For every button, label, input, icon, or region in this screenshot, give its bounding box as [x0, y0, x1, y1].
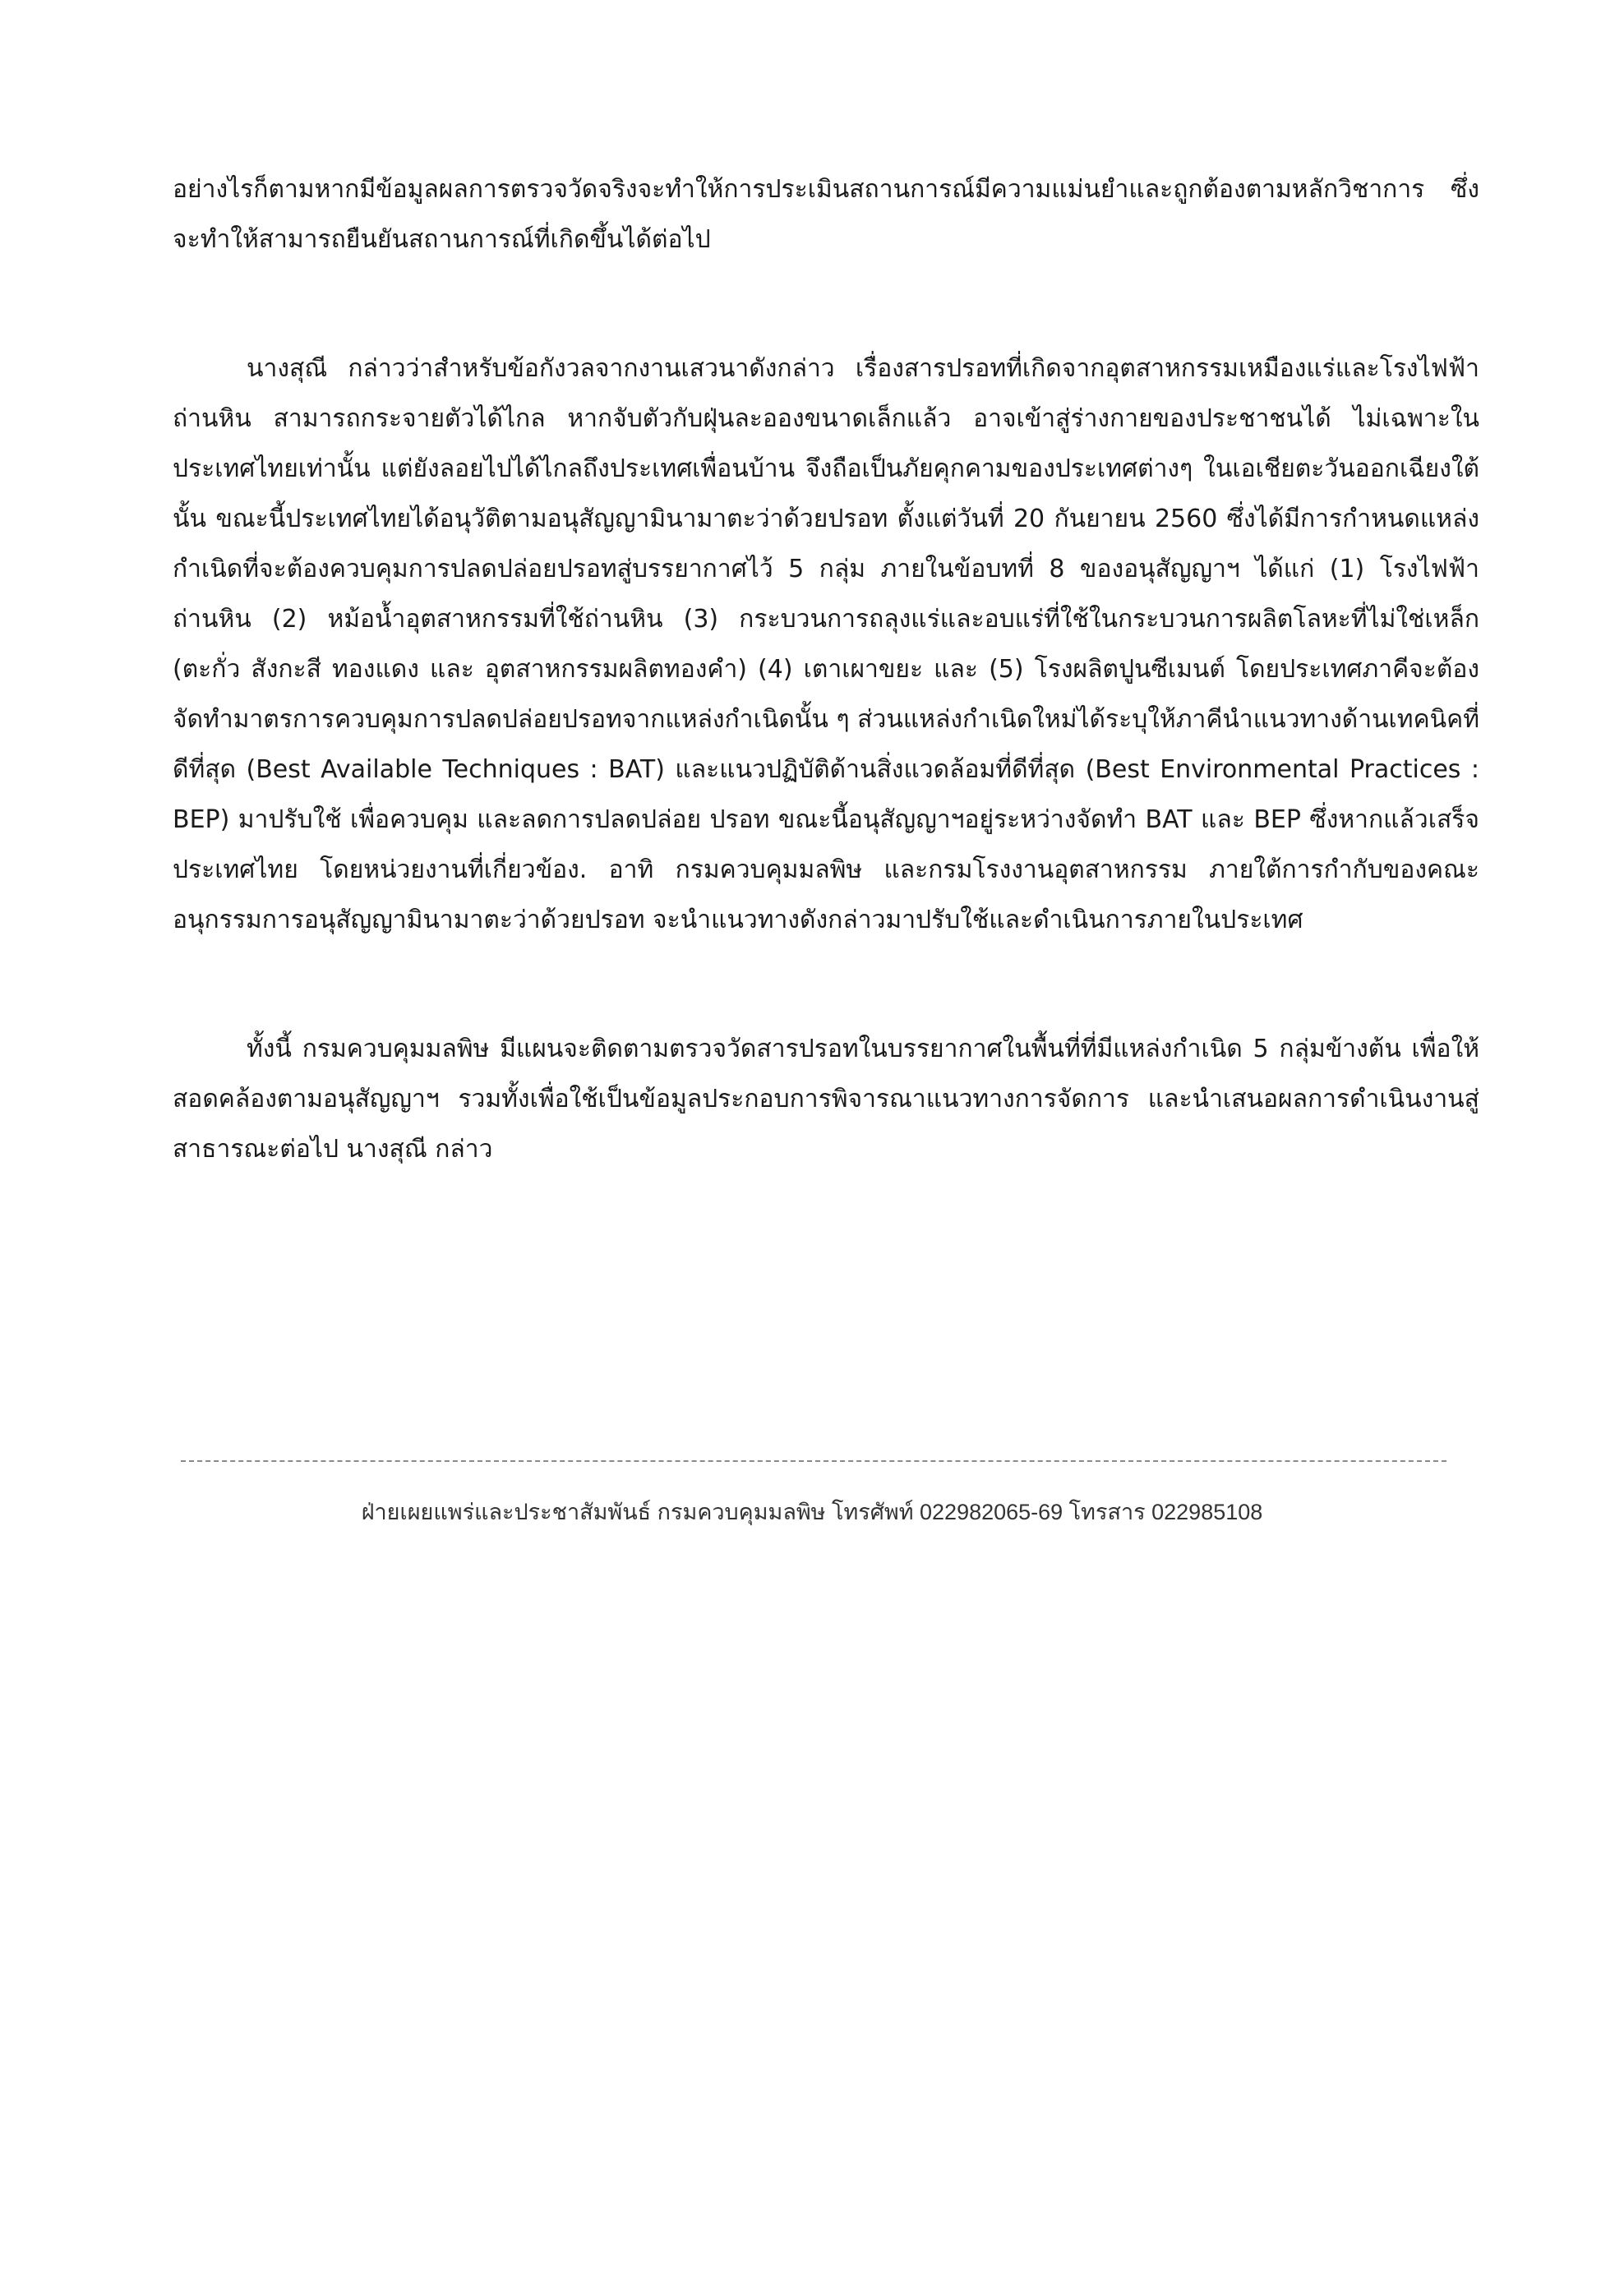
paragraph-intro: อย่างไรก็ตามหากมีข้อมูลผลการตรวจวัดจริงจะทำให้การประเมินสถานการณ์มีความแม่นยำและถูกต้องตามหลักวิชาการ ซึ่งจะทำให้สามารถยืนยันสถานการณ์ที่เกิดขึ้นได้ต่อไป [173, 175, 1479, 254]
footer-separator [181, 1460, 1446, 1462]
paragraph-monitoring-plan: ทั้งนี้ กรมควบคุมมลพิษ มีแผนจะติดตามตรวจวัดสารปรอทในบรรยากาศในพื้นที่ที่มีแหล่งกำเนิด 5 กลุ่มข้างต้น เพื่อให้สอดคล้องตามอนุสัญญาฯ รวมทั้งเพื่อใช้เป็นข้อมูลประกอบการพิจารณาแนวทางการจัดการ และนำเสนอผลการดำเนินงานสู่สาธารณะต่อไป นางสุณี กล่าว [173, 1035, 1479, 1164]
paragraph-mercury-concerns: นางสุณี กล่าวว่าสำหรับข้อกังวลจากงานเสวนาดังกล่าว เรื่องสารปรอทที่เกิดจากอุตสาหกรรมเหมืองแร่และโรงไฟฟ้าถ่านหิน สามารถกระจายตัวได้ไกล หากจับตัวกับฝุ่นละอองขนาดเล็กแล้ว อาจเข้าสู่ร่างกายของประชาชนได้ ไม่เฉพาะในประเทศไทยเท่านั้น แต่ยังลอยไปได้ไกลถึงประเทศเพื่อนบ้าน จึงถือเป็นภัยคุกคามของประเทศต่างๆ ในเอเชียตะวันออกเฉียงใต้ นั้น ขณะนี้ประเทศไทยได้อนุวัติตามอนุสัญญามินามาตะว่าด้วยปรอท ตั้งแต่วันที่ 20 กันยายน 2560 ซึ่งได้มีการกำหนดแหล่งกำเนิดที่จะต้องควบคุมการปลดปล่อยปรอทสู่บรรยากาศไว้ 5 กลุ่ม ภายในข้อบทที่ 8 ของอนุสัญญาฯ ได้แก่ (1) โรงไฟฟ้าถ่านหิน (2) หม้อน้ำอุตสาหกรรมที่ใช้ถ่านหิน (3) กระบวนการถลุงแร่และอบแร่ที่ใช้ในกระบวนการผลิตโลหะที่ไม่ใช่เหล็ก (ตะกั่ว สังกะสี ทองแดง และ อุตสาหกรรมผลิตทองคำ) (4) เตาเผาขยะ และ (5) โรงผลิตปูนซีเมนต์ โดยประเทศภาคีจะต้องจัดทำมาตรการควบคุมการปลดปล่อยปรอทจากแหล่งกำเนิดนั้น ๆ ส่วนแหล่งกำเนิดใหม่ได้ระบุให้ภาคีนำแนวทางด้านเทคนิคที่ดีที่สุด (Best Available Techniques : BAT) และแนวปฏิบัติด้านสิ่งแวดล้อมที่ดีที่สุด (Best Environmental Practices : BEP) มาปรับใช้ เพื่อควบคุม และลดการปลดปล่อย ปรอท ขณะนี้อนุสัญญาฯอยู่ระหว่างจัดทำ BAT และ BEP ซึ่งหากแล้วเสร็จประเทศไทย โดยหน่วยงานที่เกี่ยวข้อง. อาทิ กรมควบคุมมลพิษ และกรมโรงงานอุตสาหกรรม ภายใต้การกำกับของคณะอนุกรรมการอนุสัญญามินามาตะว่าด้วยปรอท จะนำแนวทางดังกล่าวมาปรับใช้และดำเนินการภายในประเทศ [173, 354, 1479, 934]
footer-contact: ฝ่ายเผยแพร่และประชาสัมพันธ์ กรมควบคุมมลพิษ โทรศัพท์ 022982065-69 โทรสาร 022985108 [361, 1500, 1263, 1524]
document-body [173, 164, 1479, 1174]
